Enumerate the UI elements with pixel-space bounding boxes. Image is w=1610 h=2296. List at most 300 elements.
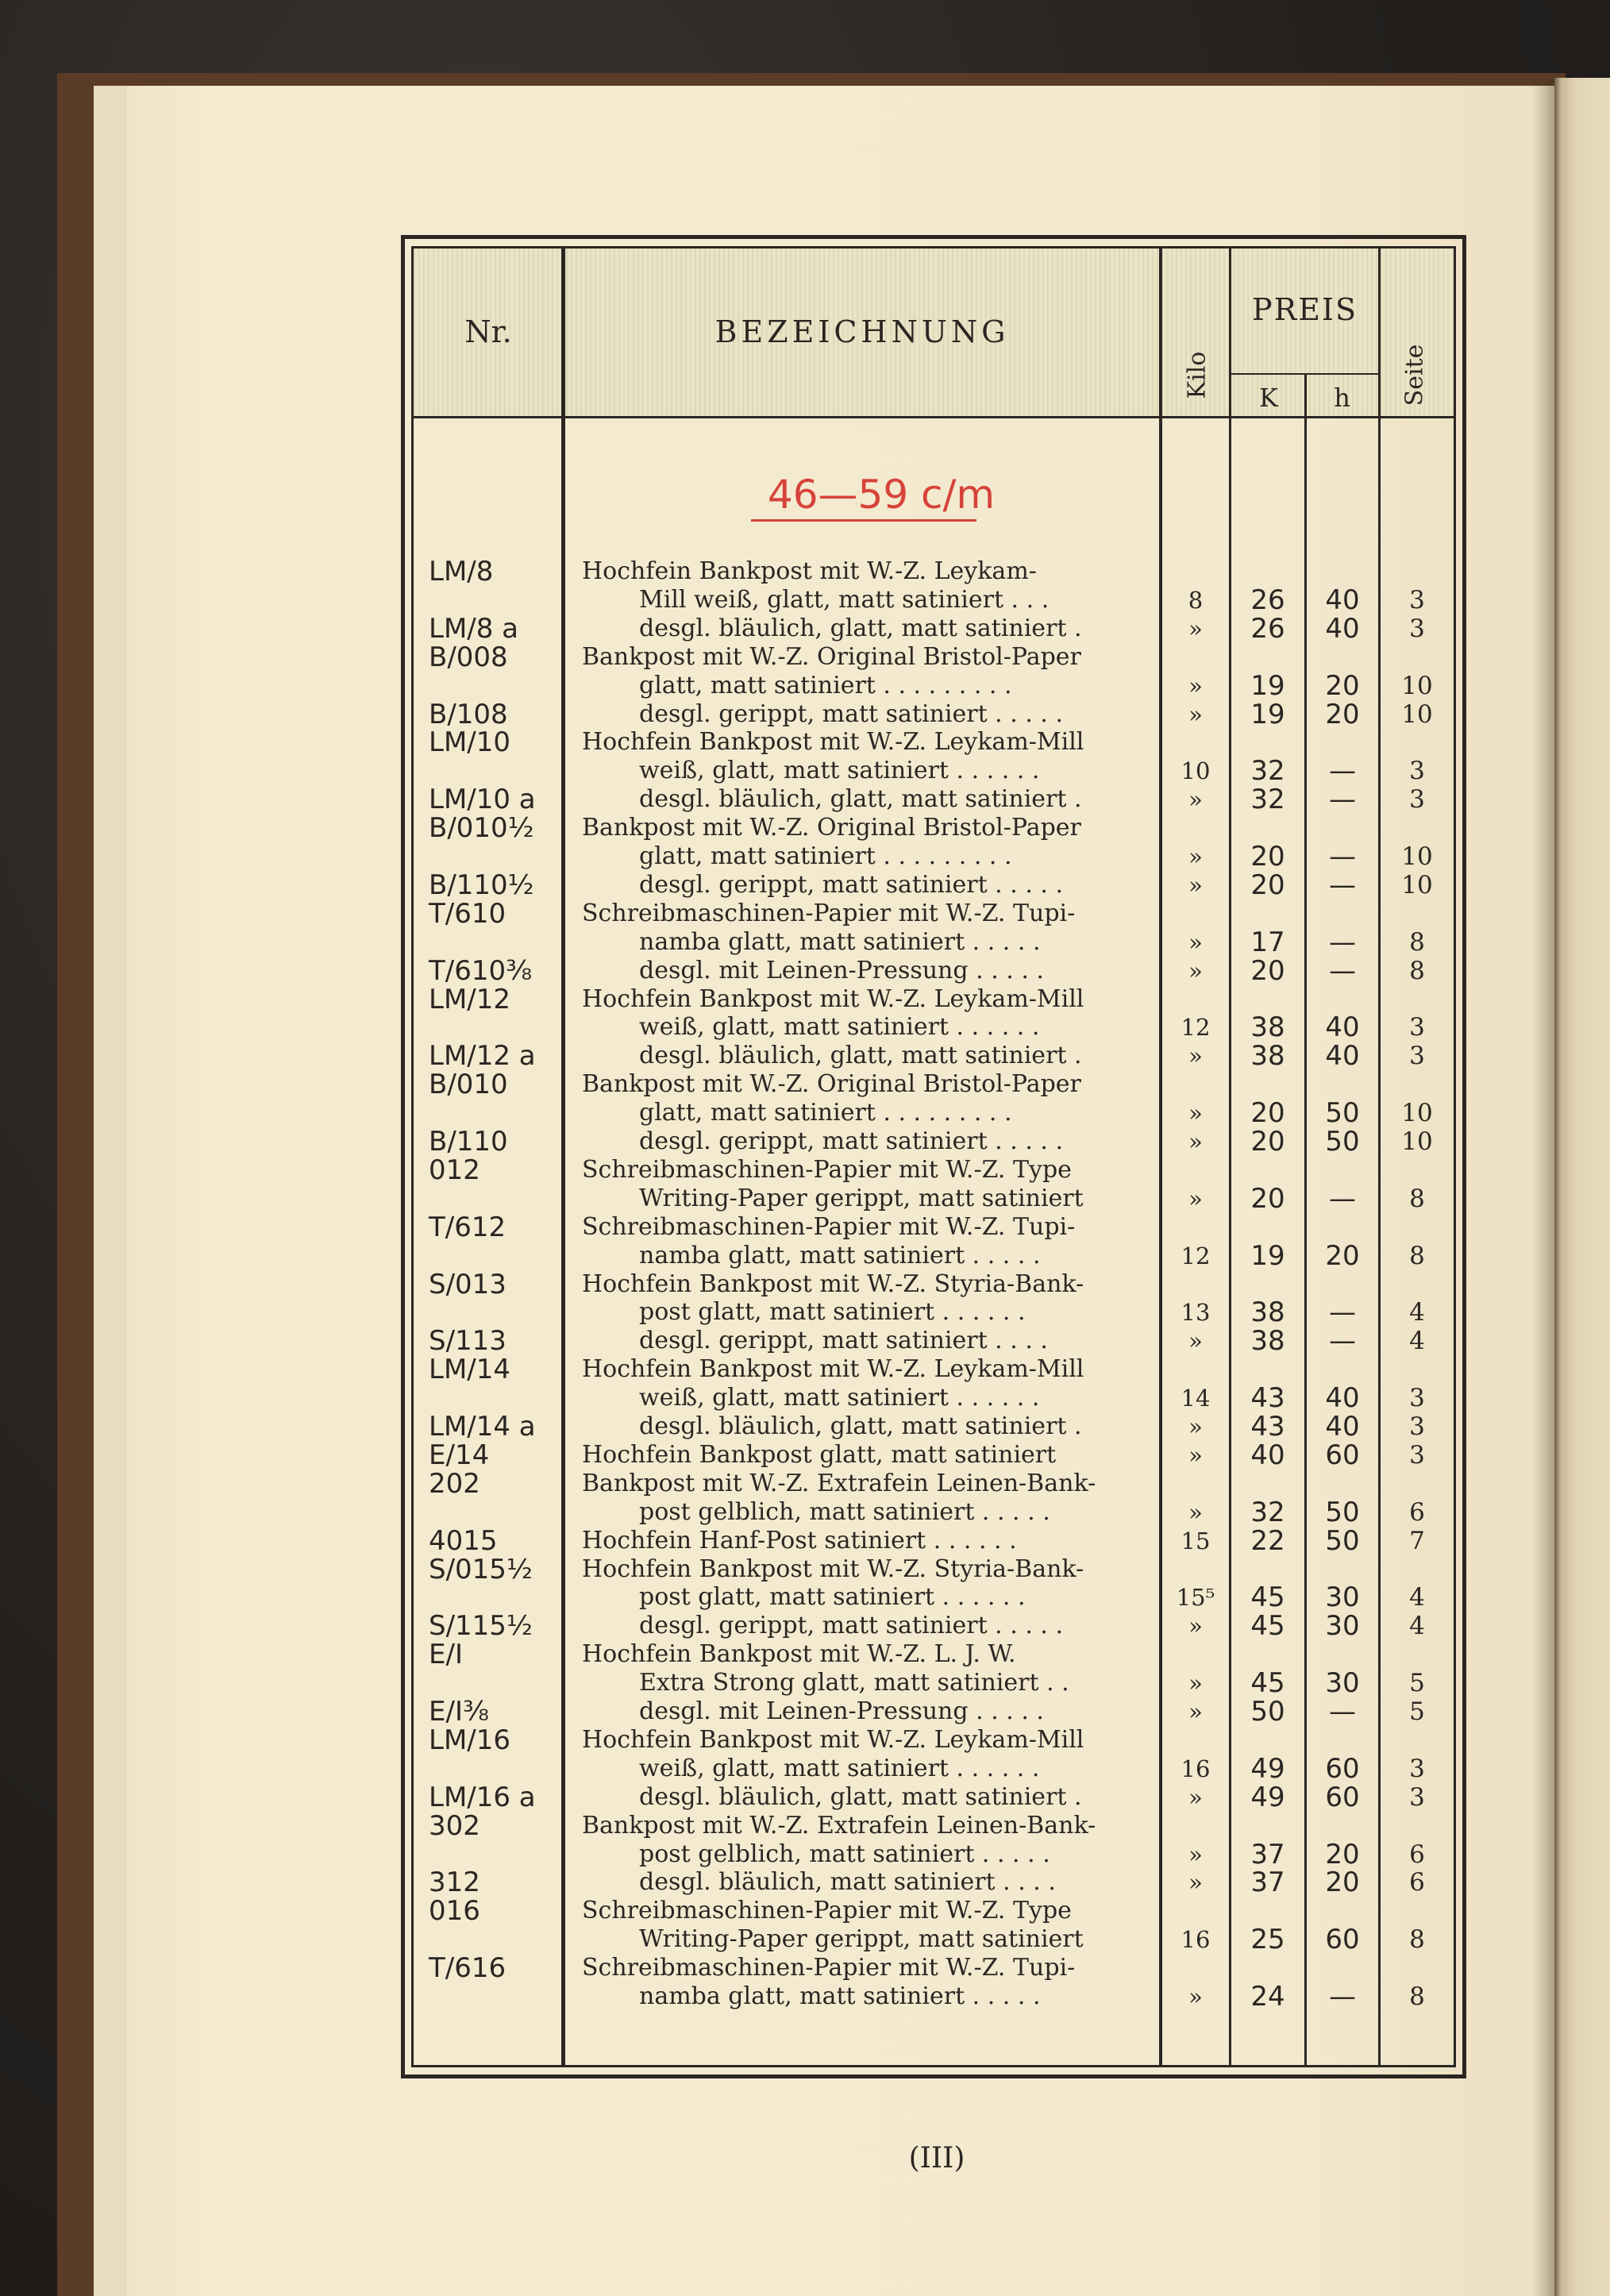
row-k [1233,1070,1303,1099]
row-h: — [1329,1696,1356,1728]
row-kilo: 15 [1181,1527,1211,1554]
row-k [1233,900,1303,928]
row-kilo [1164,557,1227,586]
row-kilo: » [1188,1327,1203,1355]
row-nr: B/110 [429,1126,508,1158]
row-seite [1382,557,1452,586]
row-k [1233,1270,1303,1299]
row-desc: post gelblich, matt satiniert . . . . . [639,1497,1050,1526]
row-seite: 8 [1409,956,1425,985]
row-kilo: » [1188,1100,1203,1127]
row-h: 50 [1325,1097,1360,1130]
row-nr [429,1669,560,1697]
row-h [1308,1726,1377,1755]
row-desc: desgl. gerippt, matt satiniert . . . . [639,1327,1048,1355]
row-seite [1382,1726,1452,1755]
row-desc: desgl. gerippt, matt satiniert . . . . . [639,1612,1063,1640]
row-k: 20 [1250,1097,1285,1130]
row-k: 43 [1250,1411,1285,1443]
row-k: 40 [1250,1439,1285,1471]
row-k: 49 [1250,1781,1285,1813]
row-kilo [1164,728,1227,757]
row-kilo: » [1188,1413,1203,1440]
row-nr [429,1298,560,1327]
row-h: 60 [1325,1924,1360,1956]
row-kilo [1164,1726,1227,1755]
rule-bez-kilo [1159,248,1162,2065]
row-desc: weiß, glatt, matt satiniert . . . . . . [639,757,1040,785]
row-desc: Bankpost mit W.-Z. Extrafein Leinen-Bank- [582,1469,1096,1497]
row-k: 20 [1250,869,1285,901]
row-nr: LM/14 [429,1354,510,1386]
row-nr [429,842,560,871]
row-seite: 6 [1409,1497,1425,1527]
row-kilo [1164,1640,1227,1669]
row-kilo: 13 [1181,1299,1211,1327]
row-nr: B/108 [429,698,508,730]
row-h: 30 [1325,1667,1360,1700]
row-desc: Bankpost mit W.-Z. Original Bristol-Paper [582,642,1081,671]
row-desc: Bankpost mit W.-Z. Extrafein Leinen-Bank- [582,1811,1096,1839]
row-kilo: » [1188,1185,1203,1212]
row-h [1308,1470,1377,1498]
row-desc: Hochfein Bankpost mit W.-Z. Leykam-Mill [582,1725,1084,1754]
row-desc: glatt, matt satiniert . . . . . . . . . [639,842,1012,870]
row-kilo: » [1188,1869,1203,1897]
row-desc: namba glatt, matt satiniert . . . . . [639,1982,1041,2010]
row-desc: desgl. bläulich, glatt, matt satiniert . [639,1042,1082,1070]
row-h: 40 [1325,584,1360,616]
row-k [1233,643,1303,672]
row-desc: glatt, matt satiniert . . . . . . . . . [639,1099,1012,1127]
row-kilo [1164,985,1227,1014]
row-h: 40 [1325,1040,1360,1073]
facing-page-edge [1554,78,1610,2296]
row-desc: Hochfein Bankpost mit W.-Z. Leykam-Mill [582,1355,1084,1384]
row-h: 20 [1325,1866,1360,1899]
row-seite: 8 [1409,1982,1425,2011]
row-k [1233,814,1303,842]
row-k [1233,1812,1303,1840]
row-desc: Schreibmaschinen-Papier mit W.-Z. Tupi- [582,1954,1076,1982]
row-seite: 5 [1409,1669,1425,1698]
row-nr [429,1242,560,1270]
row-h [1308,1213,1377,1242]
row-seite: 3 [1409,614,1425,643]
row-seite [1382,1070,1452,1099]
row-kilo: » [1188,1983,1203,2010]
row-seite [1382,814,1452,842]
row-h [1308,1555,1377,1584]
row-h: 60 [1325,1439,1360,1471]
row-k: 20 [1250,954,1285,987]
row-h: 40 [1325,1382,1360,1415]
row-seite: 3 [1409,1754,1425,1783]
row-seite: 3 [1409,585,1425,614]
row-h: — [1329,926,1356,958]
row-nr: S/013 [429,1268,506,1300]
row-seite [1382,900,1452,928]
row-seite: 8 [1409,1241,1425,1270]
row-desc: Hochfein Hanf-Post satiniert . . . . . . [582,1526,1017,1554]
row-h: — [1329,1981,1356,2013]
gutter-shadow [1532,79,1556,2296]
header-heller: h [1334,383,1350,413]
row-seite [1382,728,1452,757]
row-k: 25 [1250,1924,1285,1956]
row-h: 20 [1325,698,1360,730]
row-seite: 10 [1401,842,1433,871]
row-nr [429,586,560,614]
row-seite: 6 [1409,1839,1425,1869]
row-k: 20 [1250,841,1285,873]
row-desc: Schreibmaschinen-Papier mit W.-Z. Tupi- [582,1212,1076,1241]
row-kilo: 15⁵ [1176,1584,1215,1612]
row-seite [1382,985,1452,1014]
row-nr: T/610⅜ [429,954,533,987]
row-desc: desgl. bläulich, matt satiniert . . . . [639,1868,1056,1897]
header-kronen: K [1259,383,1278,413]
row-kilo [1164,1070,1227,1099]
row-nr [429,1583,560,1612]
row-desc: desgl. bläulich, glatt, matt satiniert . [639,1782,1082,1811]
row-seite: 8 [1409,1184,1425,1213]
rule-preis-seite [1378,248,1381,2065]
row-seite: 10 [1401,1099,1433,1128]
row-k: 43 [1250,1382,1285,1415]
row-seite: 3 [1409,785,1425,815]
row-nr [429,1013,560,1042]
row-desc: Bankpost mit W.-Z. Original Bristol-Paper [582,1070,1081,1099]
row-k: 32 [1250,755,1285,788]
row-k [1233,1897,1303,1925]
row-k: 26 [1250,612,1285,645]
row-k: 38 [1250,1296,1285,1329]
row-nr [429,1099,560,1127]
row-desc: desgl. mit Leinen-Pressung . . . . . [639,956,1044,984]
row-kilo: » [1188,1840,1203,1868]
row-h: 60 [1325,1752,1360,1785]
row-nr [429,1755,560,1783]
row-nr [429,757,560,785]
row-h [1308,900,1377,928]
row-h: 20 [1325,1838,1360,1870]
row-k: 38 [1250,1011,1285,1044]
row-desc: desgl. bläulich, glatt, matt satiniert . [639,614,1082,642]
row-nr: 012 [429,1154,480,1186]
row-nr: LM/10 [429,726,510,759]
row-h: — [1329,784,1356,816]
row-nr [429,672,560,700]
row-nr: 4015 [429,1524,498,1557]
row-k: 22 [1250,1524,1285,1557]
row-seite: 8 [1409,1925,1425,1955]
row-desc: post gelblich, matt satiniert . . . . . [639,1839,1050,1868]
row-nr [429,928,560,957]
row-seite: 4 [1409,1612,1425,1641]
row-nr: T/616 [429,1952,506,1985]
row-nr: LM/16 a [429,1781,536,1813]
row-k: 19 [1250,669,1285,702]
row-kilo: » [1188,700,1203,728]
row-nr: 302 [429,1809,480,1842]
row-desc: weiß, glatt, matt satiniert . . . . . . [639,1013,1040,1042]
row-k [1233,1954,1303,1982]
header-kilo: Kilo [1183,351,1211,399]
row-k: 20 [1250,1126,1285,1158]
row-k [1233,1726,1303,1755]
row-seite: 3 [1409,1782,1425,1812]
row-desc: Hochfein Bankpost mit W.-Z. Leykam-Mill [582,984,1084,1013]
header-bezeichnung: BEZEICHNUNG [714,314,1010,349]
row-seite [1382,1640,1452,1669]
row-desc: Hochfein Bankpost mit W.-Z. L. J. W. [582,1640,1016,1669]
row-nr: E/14 [429,1439,490,1471]
row-desc: Hochfein Bankpost glatt, matt satiniert [582,1440,1057,1469]
row-k: 19 [1250,698,1285,730]
row-seite: 3 [1409,1384,1425,1413]
row-nr: LM/8 a [429,612,519,645]
row-nr: S/015½ [429,1553,533,1585]
row-k [1233,557,1303,586]
row-kilo: 14 [1181,1385,1211,1412]
row-kilo: » [1188,1783,1203,1811]
row-kilo [1164,1355,1227,1384]
row-nr: B/010½ [429,812,534,845]
row-h: — [1329,1182,1356,1215]
row-k [1233,1640,1303,1669]
row-kilo: 16 [1181,1755,1211,1782]
row-seite: 3 [1409,1440,1425,1470]
row-kilo: » [1188,1670,1203,1697]
row-nr: T/610 [429,897,506,930]
row-seite [1382,1213,1452,1242]
row-nr [429,1982,560,2011]
row-k [1233,1156,1303,1185]
row-k: 37 [1250,1838,1285,1870]
row-desc: Extra Strong glatt, matt satiniert . . [639,1669,1069,1697]
row-kilo: » [1188,614,1203,642]
row-kilo: 12 [1181,1242,1211,1269]
row-k: 38 [1250,1040,1285,1073]
row-seite [1382,1470,1452,1498]
row-desc: Hochfein Bankpost mit W.-Z. Leykam-Mill [582,728,1084,757]
row-desc: Writing-Paper gerippt, matt satiniert [639,1925,1084,1954]
row-seite: 8 [1409,927,1425,957]
row-kilo: » [1188,1441,1203,1469]
row-desc: desgl. gerippt, matt satiniert . . . . . [639,870,1063,899]
row-nr: 202 [429,1467,480,1500]
row-seite: 4 [1409,1583,1425,1612]
row-desc: desgl. bläulich, glatt, matt satiniert . [639,1412,1082,1440]
row-h: — [1329,755,1356,788]
row-seite: 6 [1409,1868,1425,1897]
row-h [1308,1070,1377,1099]
header-nr: Nr. [464,314,512,349]
row-h: — [1329,954,1356,987]
row-h: — [1329,1296,1356,1329]
row-kilo: » [1188,786,1203,814]
row-nr [429,1384,560,1412]
row-desc: Hochfein Bankpost mit W.-Z. Leykam- [582,557,1037,585]
row-k: 20 [1250,1182,1285,1215]
row-seite [1382,1270,1452,1299]
row-nr [429,1925,560,1954]
row-nr: E/I [429,1639,463,1671]
row-nr: LM/12 [429,983,510,1015]
row-k [1233,1213,1303,1242]
row-k [1233,1555,1303,1584]
row-h: 40 [1325,1011,1360,1044]
row-h: — [1329,869,1356,901]
row-nr: LM/12 a [429,1040,536,1073]
row-desc: weiß, glatt, matt satiniert . . . . . . [639,1384,1040,1412]
rule-kilo-preis [1229,248,1231,2065]
row-h [1308,1812,1377,1840]
row-desc: post glatt, matt satiniert . . . . . . [639,1583,1026,1612]
row-seite: 3 [1409,757,1425,786]
row-kilo: » [1188,928,1203,956]
row-h: — [1329,1325,1356,1358]
row-seite: 10 [1401,699,1433,729]
row-seite: 10 [1401,870,1433,900]
section-title: 46—59 c/m [767,472,996,518]
row-seite: 4 [1409,1327,1425,1356]
row-seite: 3 [1409,1042,1425,1071]
row-h [1308,985,1377,1014]
row-k: 24 [1250,1981,1285,2013]
row-seite [1382,1812,1452,1840]
rule-preis-sub [1231,373,1378,375]
row-kilo: » [1188,1498,1203,1526]
row-h [1308,643,1377,672]
row-k: 50 [1250,1696,1285,1728]
row-h: 60 [1325,1781,1360,1813]
row-seite [1382,1355,1452,1384]
row-seite: 10 [1401,671,1433,700]
row-k: 26 [1250,584,1285,616]
rule-k-h [1304,373,1307,2065]
row-nr: LM/16 [429,1724,510,1756]
row-h [1308,1954,1377,1982]
row-desc: Bankpost mit W.-Z. Original Bristol-Paper [582,814,1081,842]
row-kilo [1164,1470,1227,1498]
row-k: 19 [1250,1239,1285,1272]
row-seite: 7 [1409,1526,1425,1555]
row-h: 30 [1325,1610,1360,1643]
row-k: 17 [1250,926,1285,958]
row-h: 50 [1325,1496,1360,1528]
row-h: 40 [1325,612,1360,645]
row-h [1308,1270,1377,1299]
row-desc: Mill weiß, glatt, matt satiniert . . . [639,585,1050,614]
row-h: 50 [1325,1524,1360,1557]
row-k: 37 [1250,1866,1285,1899]
row-k: 45 [1250,1581,1285,1614]
row-desc: Hochfein Bankpost mit W.-Z. Styria-Bank- [582,1269,1084,1298]
row-nr: B/110½ [429,869,534,901]
row-h: 20 [1325,1239,1360,1272]
row-h [1308,814,1377,842]
row-kilo: 16 [1181,1926,1211,1954]
row-desc: weiß, glatt, matt satiniert . . . . . . [639,1754,1040,1782]
row-kilo [1164,1812,1227,1840]
row-k: 49 [1250,1752,1285,1785]
row-nr [429,1840,560,1869]
row-seite [1382,1555,1452,1584]
row-h [1308,557,1377,586]
row-h [1308,1640,1377,1669]
row-nr: 312 [429,1866,480,1899]
row-k [1233,1355,1303,1384]
row-kilo: 12 [1181,1014,1211,1042]
row-seite [1382,1156,1452,1185]
row-k: 45 [1250,1667,1285,1700]
row-desc: Schreibmaschinen-Papier mit W.-Z. Tupi- [582,899,1076,927]
row-k [1233,728,1303,757]
row-seite: 3 [1409,1013,1425,1042]
row-kilo: 8 [1188,586,1204,614]
row-kilo: » [1188,871,1203,899]
row-desc: Writing-Paper gerippt, matt satiniert [639,1184,1084,1212]
row-seite: 3 [1409,1412,1425,1441]
row-h [1308,1156,1377,1185]
row-nr: B/008 [429,641,508,673]
row-kilo [1164,1555,1227,1584]
row-k [1233,1470,1303,1498]
row-seite: 5 [1409,1697,1425,1726]
header-preis: PREIS [1252,292,1358,327]
row-h [1308,728,1377,757]
row-nr: S/115½ [429,1610,533,1643]
row-seite [1382,1954,1452,1982]
row-h: 30 [1325,1581,1360,1614]
row-kilo: » [1188,1698,1203,1725]
row-k: 32 [1250,1496,1285,1528]
row-nr: LM/8 [429,556,494,587]
row-kilo [1164,1156,1227,1185]
row-desc: post glatt, matt satiniert . . . . . . [639,1298,1026,1327]
row-nr: LM/14 a [429,1411,536,1443]
row-desc: namba glatt, matt satiniert . . . . . [639,927,1041,956]
row-desc: Hochfein Bankpost mit W.-Z. Styria-Bank- [582,1554,1084,1583]
row-desc: desgl. bläulich, glatt, matt satiniert . [639,785,1082,814]
row-nr: 016 [429,1895,480,1928]
row-kilo [1164,643,1227,672]
row-desc: Schreibmaschinen-Papier mit W.-Z. Type [582,1897,1072,1925]
section-title-underline [751,519,976,522]
row-nr [429,1185,560,1213]
row-h [1308,1897,1377,1925]
row-kilo [1164,1213,1227,1242]
row-seite: 10 [1401,1127,1433,1156]
row-k: 45 [1250,1610,1285,1643]
row-nr [429,1498,560,1527]
row-nr: S/113 [429,1325,506,1358]
row-kilo [1164,1954,1227,1982]
page-number: (III) [908,2142,965,2175]
row-h: — [1329,841,1356,873]
row-k: 32 [1250,784,1285,816]
row-nr: B/010 [429,1069,508,1101]
header-divider [411,416,1456,418]
row-h [1308,1355,1377,1384]
row-kilo [1164,1270,1227,1299]
row-kilo: » [1188,1042,1203,1070]
row-h: 20 [1325,669,1360,702]
row-kilo [1164,814,1227,842]
row-kilo [1164,900,1227,928]
